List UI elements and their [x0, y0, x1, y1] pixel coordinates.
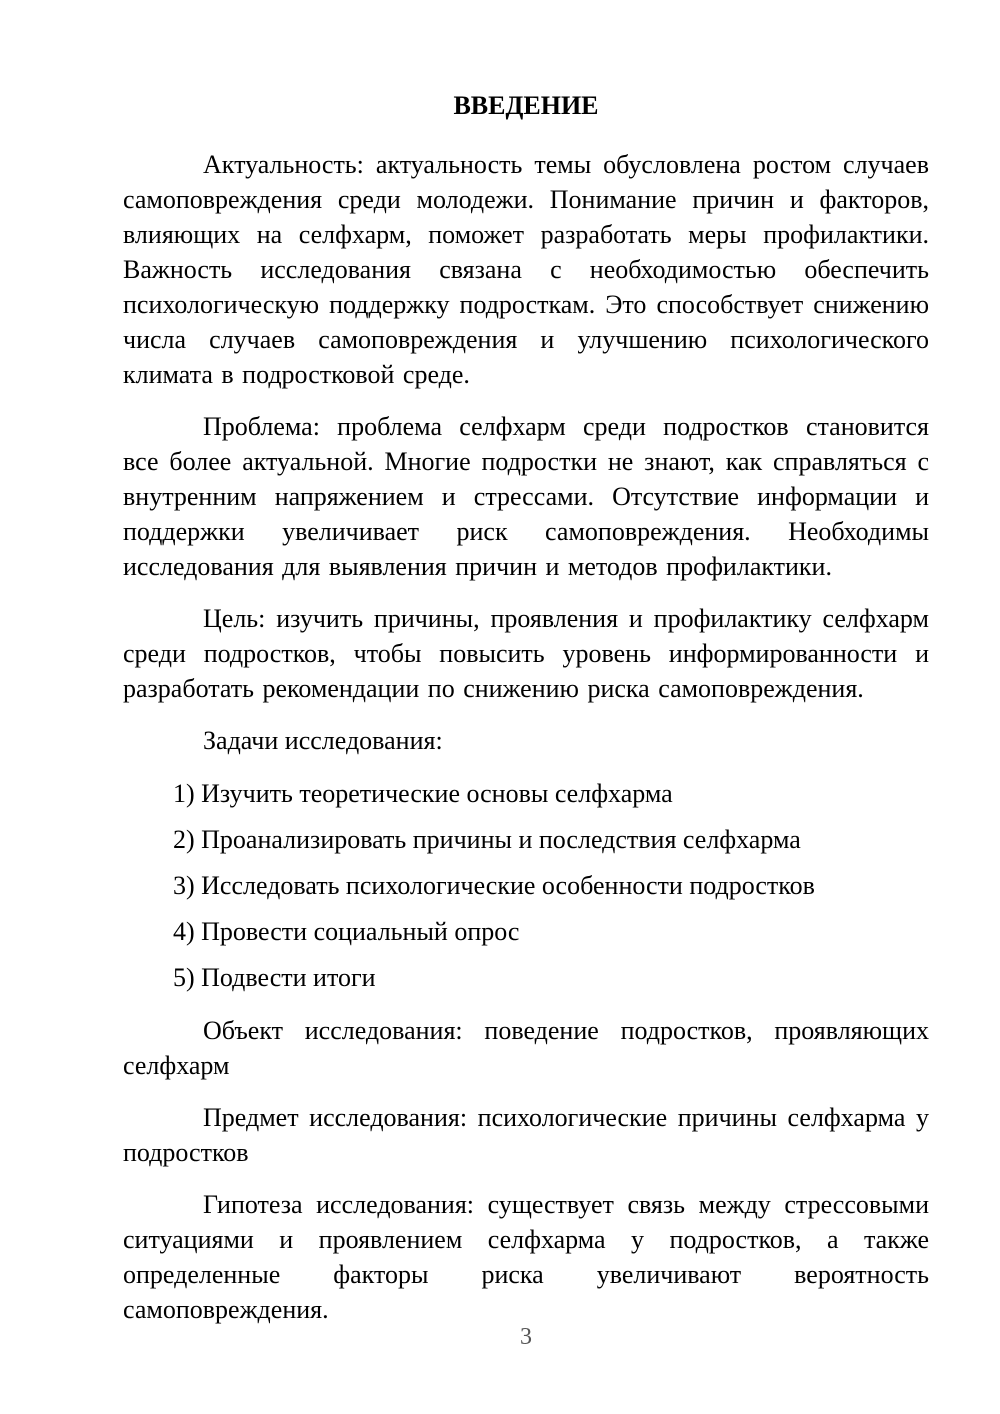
- page-title: ВВЕДЕНИЕ: [453, 91, 599, 120]
- task-item-2: 2) Проанализировать причины и последствия селфхарма: [173, 825, 801, 854]
- task-item-3: 3) Исследовать психологические особенности подростков: [173, 871, 815, 900]
- paragraph-tsel: Цель: изучить причины, проявления и профилактику селфхарм среди подростков, чтобы повысить уровень информированности и разработать рекомендации по снижению риска самоповреждения.: [123, 604, 929, 703]
- task-item-5: 5) Подвести итоги: [173, 963, 376, 992]
- paragraph-gipoteza: Гипотеза исследования: существует связь между стрессовыми ситуациями и проявлением селфхарма у подростков, а также определенные факторы риска увеличивают вероятность самоповреждения.: [123, 1190, 929, 1324]
- paragraph-obekt: Объект исследования: поведение подростков, проявляющих селфхарм: [123, 1016, 929, 1080]
- page-number: 3: [520, 1324, 532, 1350]
- paragraph-predmet: Предмет исследования: психологические причины селфхарма у подростков: [123, 1103, 929, 1167]
- task-list: [123, 771, 929, 1001]
- paragraph-problema: Проблема: проблема селфхарм среди подростков становится все более актуальной. Многие подростки не знают, как справляться с внутренним напряжением и стрессами. Отсутствие информации и поддержки увеличивает риск самоповреждения. Необходимы исследования для выявления причин и методов профилактики.: [123, 412, 929, 581]
- paragraph-aktualnost: Актуальность: актуальность темы обусловлена ростом случаев самоповреждения среди молодежи. Понимание причин и факторов, влияющих на селфхарм, поможет разработать меры профилактики. Важность исследования связана с необходимостью обеспечить психологическую поддержку подросткам. Это способствует снижению числа случаев самоповреждения и улучшению психологического климата в подростковой среде.: [123, 150, 929, 389]
- page-content: [123, 88, 929, 1344]
- tasks-heading: Задачи исследования:: [203, 726, 443, 755]
- task-item-4: 4) Провести социальный опрос: [173, 917, 520, 946]
- task-item-1: 1) Изучить теоретические основы селфхарма: [173, 779, 673, 808]
